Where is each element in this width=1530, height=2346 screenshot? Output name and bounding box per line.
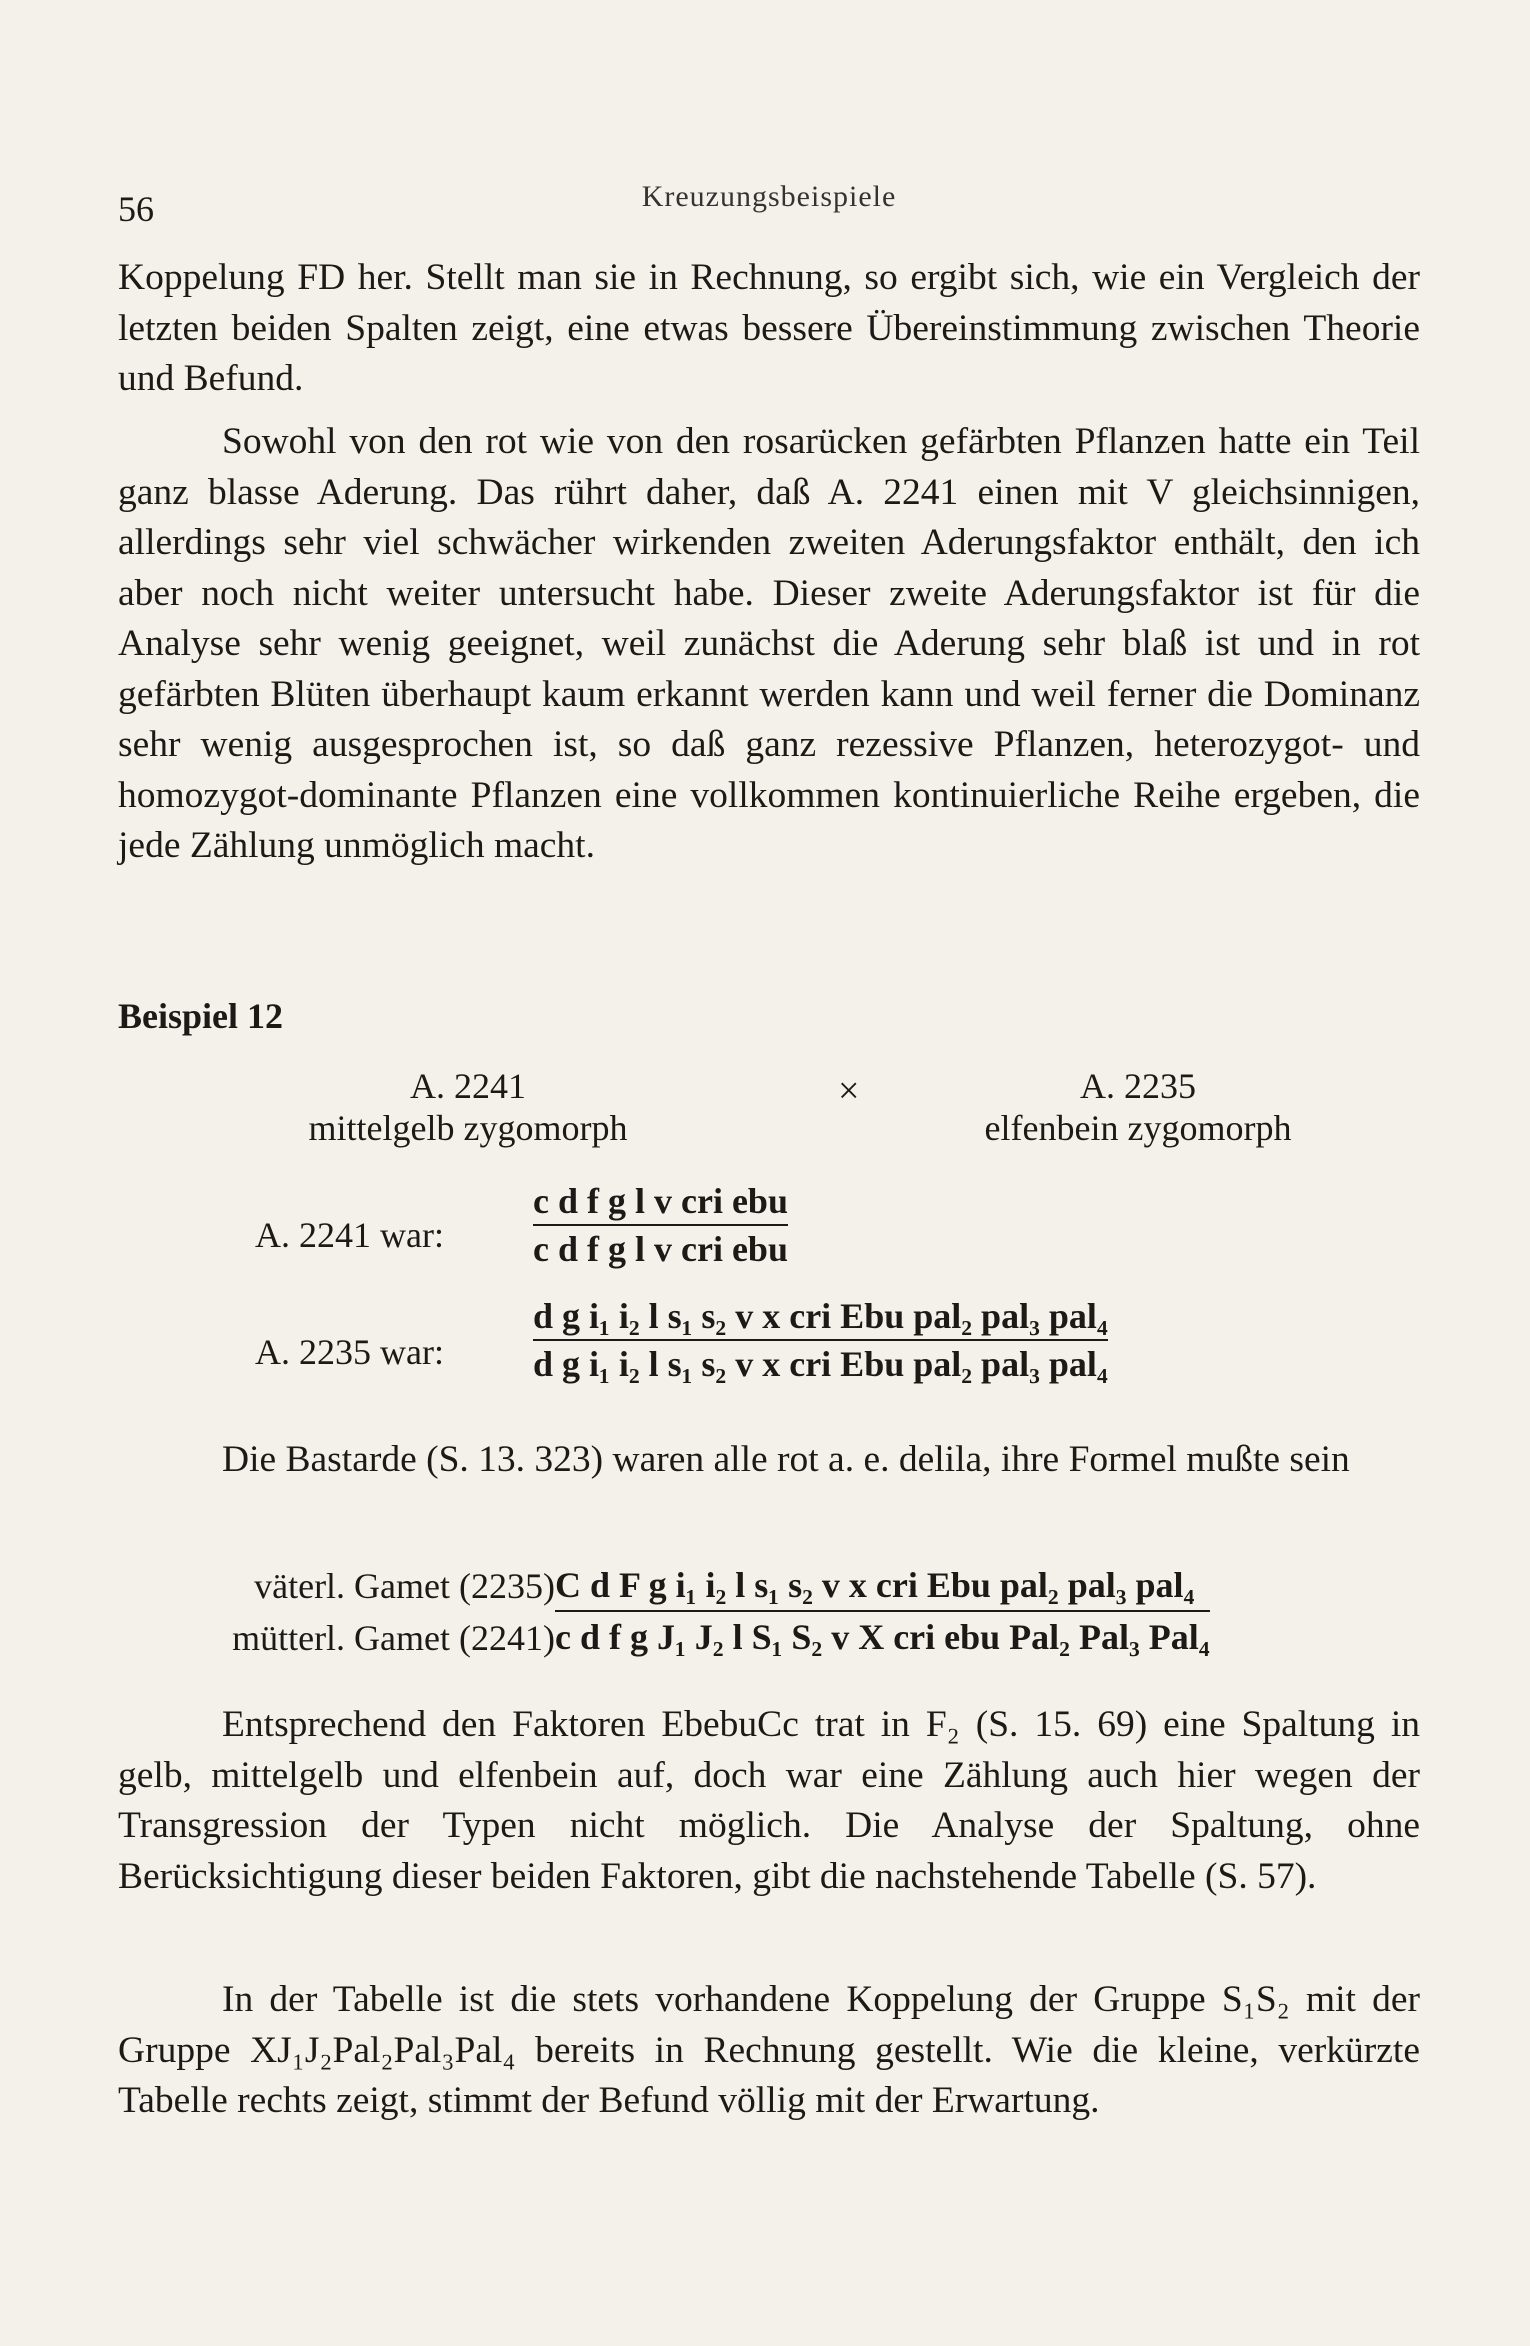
gamete-fraction [555, 1560, 1210, 1662]
paternal-gamete-label: väterl. Gamet (2235) [254, 1566, 555, 1606]
running-head: Kreuzungsbeispiele [641, 180, 897, 213]
parent-right-description: elfenbein zygomorph [984, 1108, 1292, 1148]
paragraph-text: Die Bastarde (S. 13. 323) waren alle rot a. e. delila, ihre Formel mußte sein [222, 1439, 1350, 1480]
parent-left-strain: A. 2241 [410, 1066, 526, 1106]
cross-parents [118, 1065, 1420, 1175]
paternal-gamete-formula: C d F g i₁ i₂ l s₁ s₂ v x cri Ebu pal₂ pal₃ pal₄ [555, 1560, 1210, 1612]
genotype-fraction [533, 1295, 1108, 1385]
fraction-denominator: d g i₁ i₂ l s₁ s₂ v x cri Ebu pal₂ pal₃ pal₄ [533, 1344, 1108, 1384]
section-heading: Beispiel 12 [118, 996, 284, 1036]
paragraph-spaltung [118, 1700, 1420, 1902]
paragraph-koppelung [118, 253, 1420, 405]
gamete-labels [135, 1560, 555, 1664]
page-header [118, 180, 1420, 230]
hybrid-formula [125, 1560, 1425, 1680]
paragraph-aderung [118, 417, 1420, 872]
parent-left [268, 1065, 668, 1149]
cross-symbol: × [838, 1070, 860, 1112]
formula-label: A. 2241 war: [255, 1215, 444, 1255]
page-number: 56 [118, 189, 154, 229]
paragraph-tabelle [118, 1975, 1420, 2127]
fraction-denominator: c d f g l v cri ebu [533, 1229, 788, 1269]
fraction-numerator: d g i₁ i₂ l s₁ s₂ v x cri Ebu pal₂ pal₃ pal₄ [533, 1295, 1108, 1341]
paragraph-bastarde [118, 1435, 1420, 1486]
genotype-fraction [533, 1180, 788, 1270]
paragraph-text: Entsprechend den Faktoren EbebuCc trat in F₂ (S. 15. 69) eine Spaltung in gelb, mittelgelb und elfenbein auf, doch war eine Zählung auch hier wegen der Transgression der Typen nicht möglich. Die Analyse der Spaltung, ohne Berücksichtigung dieser beiden Faktoren, gibt die nachstehende Tabelle (S. 57). [118, 1704, 1420, 1897]
genotype-formula-2241 [255, 1180, 955, 1280]
formula-label: A. 2235 war: [255, 1332, 444, 1372]
paragraph-text: In der Tabelle ist die stets vorhandene Koppelung der Gruppe S₁S₂ mit der Gruppe XJ₁J₂Pal₂Pal₃Pal₄ bereits in Rechnung gestellt. Wie die kleine, verkürzte Tabelle rechts zeigt, stimmt der Befund völlig mit der Erwartung. [118, 1979, 1420, 2121]
parent-right [888, 1065, 1388, 1149]
parent-left-description: mittelgelb zygomorph [308, 1108, 628, 1148]
paragraph-text: Sowohl von den rot wie von den rosarücken gefärbten Pflanzen hatte ein Teil ganz blasse Aderung. Das rührt daher, daß A. 2241 einen mit V gleichsinnigen, allerdings sehr viel schwächer wirkenden zweiten Aderungsfaktor enthält, den ich aber noch nicht weiter untersucht habe. Dieser zweite Aderungsfaktor ist für die Analyse sehr wenig geeignet, weil zunächst die Aderung sehr blaß ist und in rot gefärbten Blüten überhaupt kaum erkannt werden kann und weil ferner die Dominanz sehr wenig ausgesprochen ist, so daß ganz rezessive Pflanzen, heterozygot- und homozygot-dominante Pflanzen eine vollkommen kontinuierliche Reihe ergeben, die jede Zählung unmöglich macht. [118, 421, 1420, 866]
parent-right-strain: A. 2235 [1080, 1066, 1196, 1106]
fraction-numerator: c d f g l v cri ebu [533, 1180, 788, 1226]
maternal-gamete-formula: c d f g J₁ J₂ l S₁ S₂ v X cri ebu Pal₂ Pal₃ Pal₄ [555, 1617, 1210, 1657]
paragraph-text: Koppelung FD her. Stellt man sie in Rechnung, so ergibt sich, wie ein Vergleich der letzten beiden Spalten zeigt, eine etwas bessere Übereinstimmung zwischen Theorie und Befund. [118, 257, 1420, 399]
genotype-formula-2235 [255, 1295, 1355, 1395]
maternal-gamete-label: mütterl. Gamet (2241) [232, 1618, 555, 1658]
